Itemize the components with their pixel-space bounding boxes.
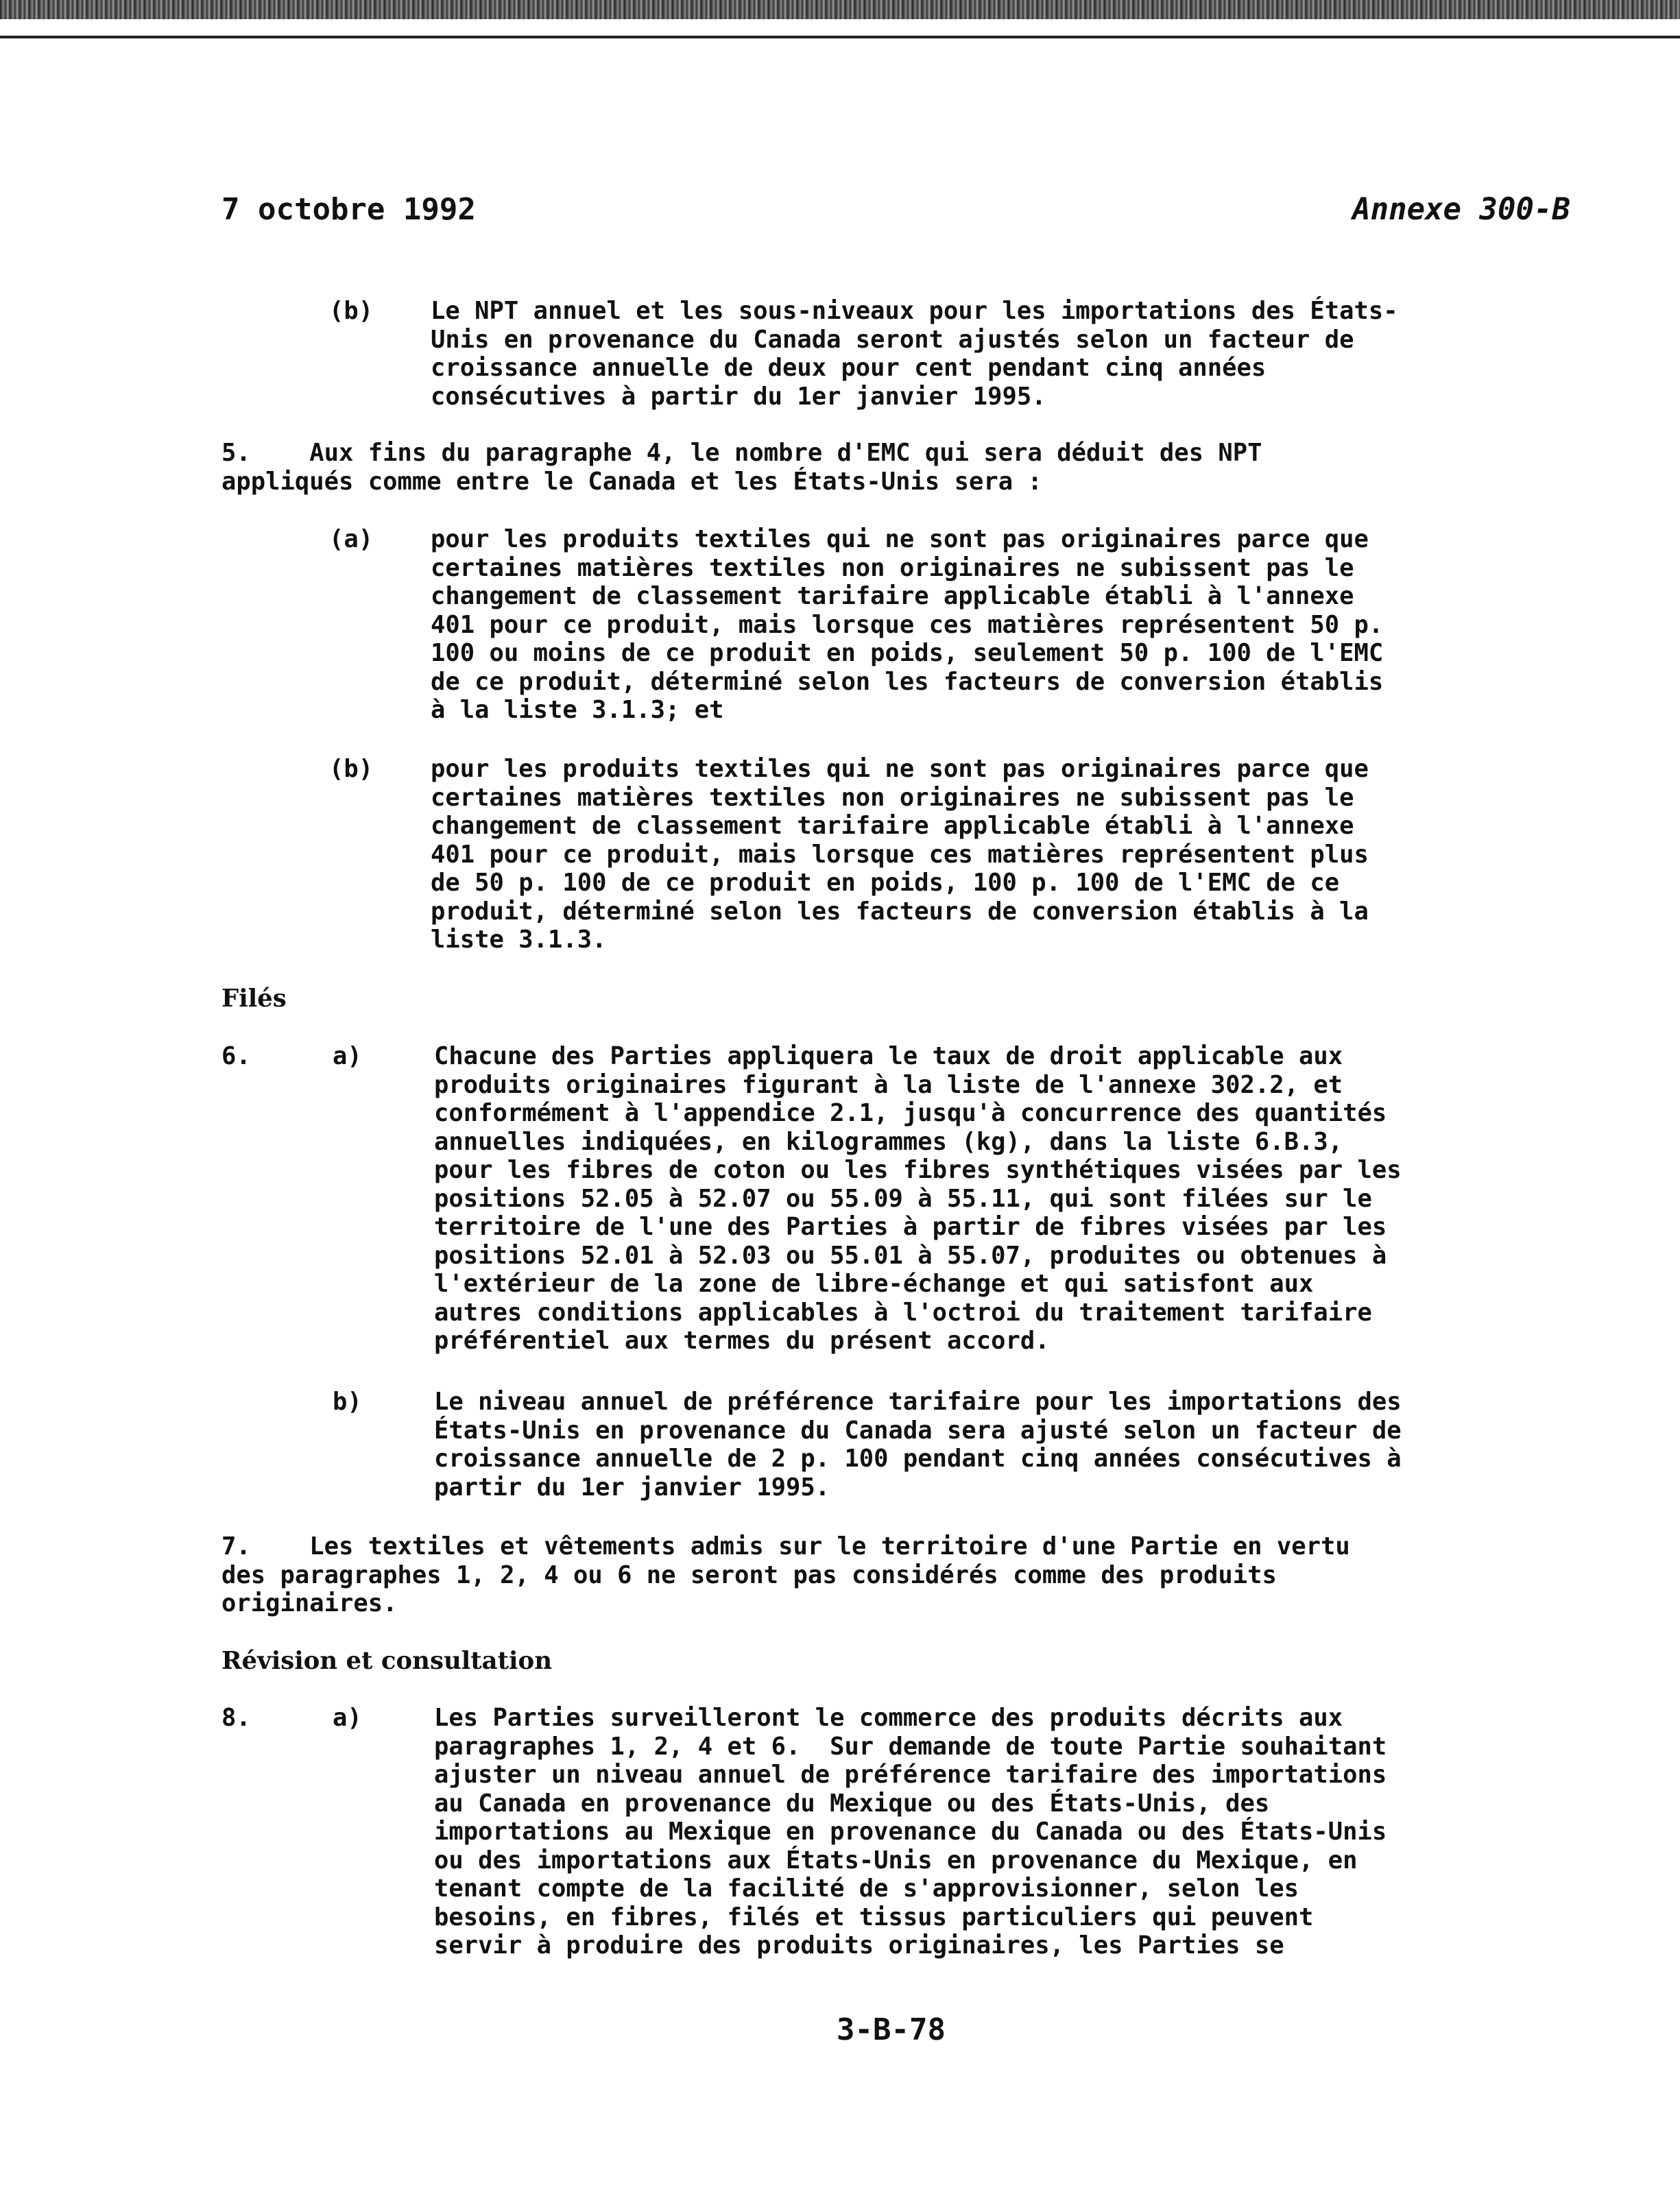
text-line: 401 pour ce produit, mais lorsque ces matières représentent plus [431,840,1369,869]
text-line: annuelles indiquées, en kilogrammes (kg), dans la liste 6.B.3, [434,1127,1343,1156]
text-line: 100 ou moins de ce produit en poids, seulement 50 p. 100 de l'EMC [431,639,1384,667]
text-line: Le niveau annuel de préférence tarifaire pour les importations des [434,1388,1402,1416]
text-line: ou des importations aux États-Unis en provenance du Mexique, en [434,1846,1358,1874]
p6-number: 6. [221,1042,251,1070]
text-line: ajuster un niveau annuel de préférence tarifaire des importations [434,1761,1387,1789]
scan-rule [0,36,1680,38]
section-heading-files: Filés [221,985,287,1013]
text-line: 7. Les textiles et vêtements admis sur le territoire d'une Partie en vertu [221,1532,1350,1560]
text-line: positions 52.01 à 52.03 ou 55.01 à 55.07, produites ou obtenues à [434,1241,1387,1270]
text-line: tenant compte de la facilité de s'approvisionner, selon les [434,1874,1299,1903]
text-line: à la liste 3.1.3; et [431,696,724,724]
text-line: préférentiel aux termes du présent accord. [434,1327,1050,1355]
p8a-label: a) [333,1704,362,1732]
text-line: Le NPT annuel et les sous-niveaux pour les importations des États- [431,297,1398,325]
text-line: servir à produire des produits originaires, les Parties se [434,1931,1284,1960]
p6b-label: b) [333,1388,362,1416]
text-line: pour les produits textiles qui ne sont pas originaires parce que [431,755,1369,783]
p5b-label: (b) [329,755,374,783]
text-line: changement de classement tarifaire applicable établi à l'annexe [431,582,1354,610]
text-line: 5. Aux fins du paragraphe 4, le nombre d'EMC qui sera déduit des NPT [221,439,1262,467]
p4b-label: (b) [329,297,374,325]
text-line: produit, déterminé selon les facteurs de conversion établis à la [431,897,1369,926]
p8-number: 8. [221,1704,251,1732]
p5a-label: (a) [329,525,374,553]
p5-text [221,439,1262,496]
p8a-text [434,1704,1387,1960]
section-heading-revision: Révision et consultation [221,1647,553,1675]
p7-text [221,1532,1350,1618]
text-line: Les Parties surveilleront le commerce des produits décrits aux [434,1704,1343,1732]
text-line: des paragraphes 1, 2, 4 ou 6 ne seront pas considérés comme des produits [221,1560,1277,1589]
text-line: conformément à l'appendice 2.1, jusqu'à concurrence des quantités [434,1099,1387,1127]
text-line: partir du 1er janvier 1995. [434,1473,830,1502]
text-line: Unis en provenance du Canada seront ajustés selon un facteur de [431,325,1354,354]
text-line: consécutives à partir du 1er janvier 1995. [431,382,1046,411]
text-line: croissance annuelle de 2 p. 100 pendant cinq années consécutives à [434,1445,1402,1473]
p6a-label: a) [333,1042,362,1070]
text-line: positions 52.05 à 52.07 ou 55.09 à 55.11, qui sont filées sur le [434,1184,1372,1213]
text-line: autres conditions applicables à l'octroi du traitement tarifaire [434,1298,1372,1327]
text-line: pour les fibres de coton ou les fibres synthétiques visées par les [434,1156,1402,1184]
text-line: Chacune des Parties appliquera le taux de droit applicable aux [434,1042,1343,1070]
p5a-text [431,525,1383,725]
text-line: appliqués comme entre le Canada et les États-Unis sera : [221,467,1042,496]
p5b-text [431,755,1369,954]
text-line: importations au Mexique en provenance du Canada ou des États-Unis [434,1818,1387,1846]
header-annex: Annexe 300-B [1352,192,1570,227]
text-line: certaines matières textiles non originaires ne subissent pas le [431,553,1354,582]
p6b-text [434,1388,1402,1502]
header-date: 7 octobre 1992 [221,192,476,227]
text-line: besoins, en fibres, filés et tissus particuliers qui peuvent [434,1903,1314,1931]
page-number: 3-B-78 [837,2012,946,2047]
text-line: de 50 p. 100 de ce produit en poids, 100 p. 100 de l'EMC de ce [431,869,1340,897]
text-line: territoire de l'une des Parties à partir de fibres visées par les [434,1213,1387,1241]
text-line: pour les produits textiles qui ne sont pas originaires parce que [431,525,1369,553]
scan-noise-strip [0,0,1680,19]
text-line: de ce produit, déterminé selon les facteurs de conversion établis [431,667,1384,696]
text-line: produits originaires figurant à la liste de l'annexe 302.2, et [434,1070,1343,1099]
text-line: l'extérieur de la zone de libre-échange et qui satisfont aux [434,1270,1314,1298]
text-line: croissance annuelle de deux pour cent pendant cinq années [431,354,1267,382]
text-line: 401 pour ce produit, mais lorsque ces matières représentent 50 p. [431,610,1384,639]
text-line: certaines matières textiles non originaires ne subissent pas le [431,783,1354,812]
text-line: États-Unis en provenance du Canada sera ajusté selon un facteur de [434,1416,1402,1445]
text-line: liste 3.1.3. [431,926,607,954]
p6a-text [434,1042,1402,1355]
text-line: originaires. [221,1589,398,1617]
text-line: au Canada en provenance du Mexique ou des États-Unis, des [434,1789,1270,1818]
text-line: changement de classement tarifaire applicable établi à l'annexe [431,812,1354,840]
p4b-text [431,297,1398,411]
text-line: paragraphes 1, 2, 4 et 6. Sur demande de toute Partie souhaitant [434,1732,1387,1761]
